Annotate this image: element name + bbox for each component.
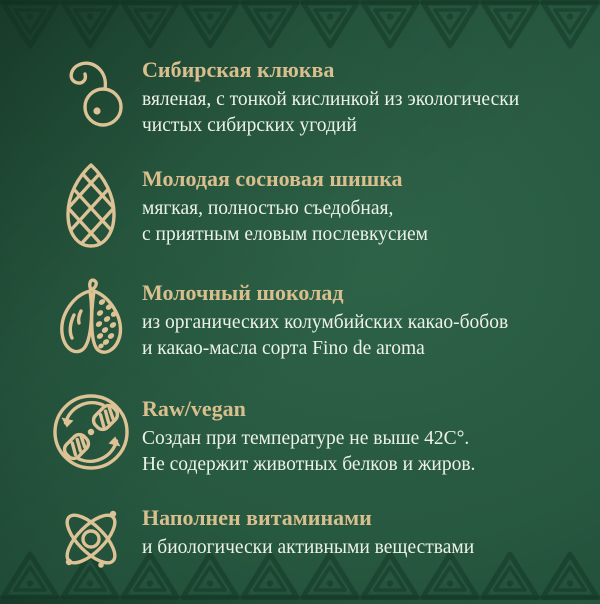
feature-text-line: мягкая, полностью съедобная, (142, 198, 394, 219)
raw-vegan-icon (51, 392, 131, 472)
feature-title: Молочный шоколад (142, 280, 344, 305)
feature-title: Raw/vegan (142, 396, 246, 421)
cranberry-icon (51, 53, 131, 129)
feature-text-line: и какао-масла сорта Fino de aroma (142, 337, 425, 359)
feature-text-line: Не содержит животных белков и жиров. (142, 453, 476, 475)
feature-text-line: чистых сибирских угодий (142, 114, 357, 136)
feature-text-line: и биологически активными веществами (142, 537, 475, 558)
feature-item-vitamins (40, 504, 584, 577)
feature-item-cranberry (40, 56, 584, 138)
feature-item-raw-vegan (40, 395, 584, 477)
feature-text-line: вяленая, с тонкой кислинкой из экологически (142, 89, 520, 110)
feature-title: Молодая сосновая шишка (142, 166, 403, 191)
top-border-pattern (0, 0, 600, 56)
feature-text-line: Создан при температуре не выше 42C°. (142, 428, 470, 449)
atom-icon (52, 501, 130, 577)
feature-list (40, 56, 584, 604)
feature-item-pine-cone (40, 165, 584, 252)
cacao-pods-icon (49, 276, 133, 368)
feature-title: Сибирская клюква (142, 57, 335, 82)
feature-text-line: из органических колумбийских какао-бобов (142, 312, 509, 333)
feature-item-cacao (40, 279, 584, 368)
pine-cone-icon (60, 162, 122, 252)
feature-text-line: с приятным еловым послевкусием (142, 223, 429, 245)
feature-title: Наполнен витаминами (142, 505, 372, 530)
